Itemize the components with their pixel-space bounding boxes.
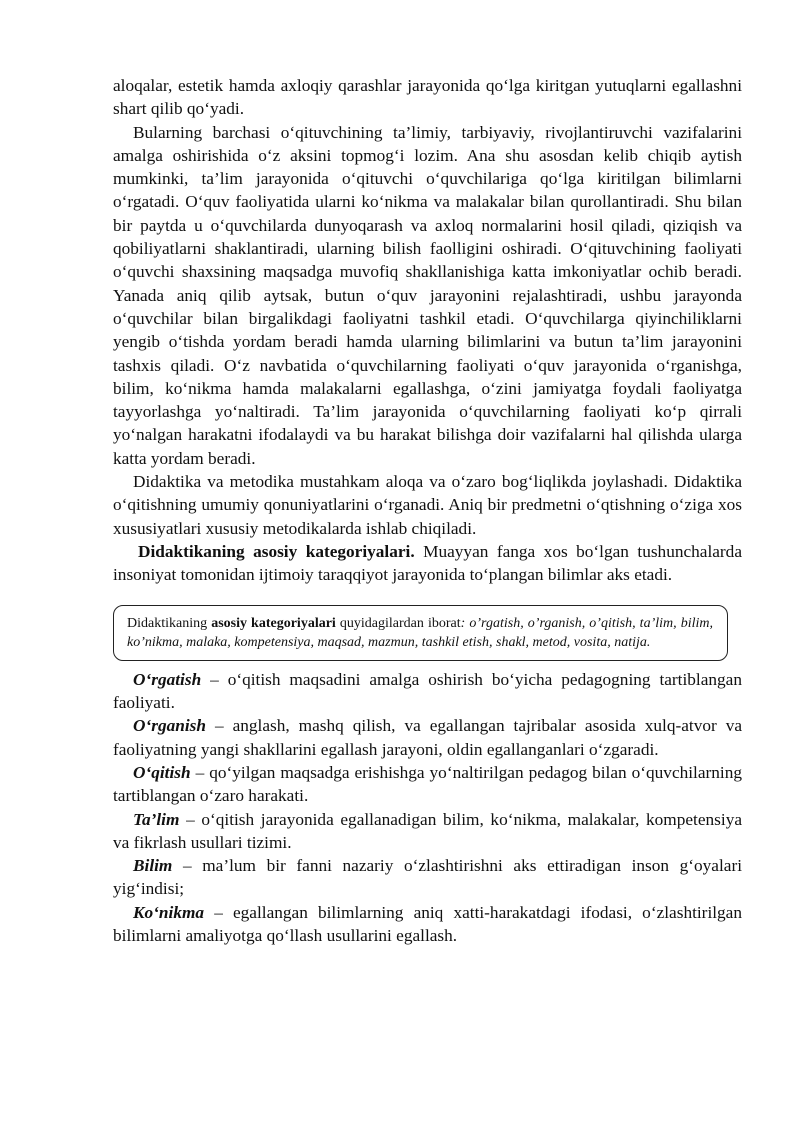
- definition-text: anglash, mashq qilish, va egallangan tajribalar asosida xulq-atvor va faoliyatning yangi shakllarini egallash jarayoni, oldin egallanganlari o‘zgaradi.: [113, 716, 743, 759]
- definition-separator: –: [206, 716, 233, 736]
- paragraph-didactics-methodology: Didaktika va metodika mustahkam aloqa va o‘zaro bog‘liqlikda joylashadi. Didaktika o‘qitishning umumiy qonuniyatlarini o‘rganadi. Aniq bir predmetni o‘qtishning o‘ziga xos xususiyatlari xususiy metodikalarda ishlab chiqiladi.: [113, 472, 742, 538]
- definition-text: o‘qitish maqsadini amalga oshirish bo‘yicha pedagogning tartiblangan faoliyati.: [113, 669, 742, 713]
- definition-organish: [113, 714, 742, 761]
- definition-term: Bilim: [133, 856, 173, 876]
- definition-text: egallangan bilimlarning aniq xatti-harakatdagi ifodasi, o‘zlashtirilgan bilimlarni amaliyotga qo‘llash usullarini egallash.: [113, 902, 742, 945]
- definition-separator: –: [190, 762, 210, 782]
- section-heading-categories: Didaktikaning asosiy kategoriyalari.: [138, 541, 415, 561]
- callout-lead: Didaktikaning: [127, 615, 212, 631]
- callout-bold-term: asosiy kategoriyalari: [211, 615, 336, 631]
- definition-text: qo‘yilgan maqsadga erishishga yo‘naltirilgan pedagog bilan o‘quvchilarning tartiblangan o‘zaro harakati.: [113, 762, 743, 806]
- definition-konikma: [113, 901, 742, 948]
- definition-term: O‘qitish: [133, 762, 191, 782]
- definition-term: O‘rgatish: [133, 669, 202, 689]
- definition-talim: [113, 808, 742, 855]
- definition-separator: –: [172, 856, 203, 876]
- paragraph-categories-intro: [113, 540, 742, 587]
- definition-orgatish: [113, 668, 742, 715]
- definition-separator: –: [179, 809, 202, 829]
- callout-category-list: : o’rgatish, o’rganish, o’qitish, ta’lim, bilim, ko’nikma, malaka, kompetensiya, maqsad, mazmun, tashkil etish, shakl, metod, vosita, natija.: [127, 615, 713, 651]
- definition-term: O‘rganish: [133, 716, 206, 736]
- definition-bilim: [113, 854, 742, 901]
- definition-term: Ta’lim: [133, 809, 180, 829]
- document-page: [113, 74, 742, 947]
- definition-term: Ko‘nikma: [133, 902, 205, 922]
- categories-callout-box: [113, 605, 728, 661]
- paragraph-teacher-tasks: Bularning barchasi o‘qituvchining ta’limiy, tarbiyaviy, rivojlantiruvchi vazifalarini amalga oshirishida o‘z aksini topmog‘i lozim. Ana shu asosdan kelib chiqib aytish mumkinki, ta’lim jarayonida o‘qituvchi o‘quvchilariga qo‘lga kiritilgan bilimlarni o‘rgatadi. O‘quv faoliyatida ularni ko‘nikma va malakalar bilan qurollantiradi. Shu bilan bir paytda u o‘quvchilarda dunyoqarash va axloq normalarini hosil qiladi, qiziqish va qobiliyatlarni shaklantiradi, ularning bilish faolligini oshiradi. O‘qituvchining faoliyati o‘quvchi shaxsining maqsadga muvofiq shakllanishiga katta imkoniyatlar ochib beradi. Yanada aniq qilib aytsak, butun o‘quv jarayonini rejalashtiradi, ushbu jarayonda o‘quvchilar bilan birgalikdagi faoliyatni tashkil etadi. O‘quvchilarga qiyinchiliklarni yengib o‘tishda yordam beradi hamda ularning bilimlarini va butun ta’lim jarayonini tashxis qiladi. O‘z navbatida o‘quvchilarning faoliyati o‘quv jarayonida o‘rganishga, bilim, ko‘nikma hamda malakalarni egallashga, o‘zini jamiyatga foydali faoliyatga tayyorlashga yo‘naltiradi. Ta’lim jarayonida o‘quvchilarning faoliyati ko‘p qirrali yo‘nalgan harakatni ifodalaydi va bu harakat bilishga doir vazifalarni hal qilishda ularga katta yordam beradi.: [113, 122, 742, 468]
- callout-mid: quyidagilardan iborat: [335, 615, 461, 631]
- definition-separator: –: [204, 902, 233, 922]
- definition-text: ma’lum bir fanni nazariy o‘zlashtirishni aks ettiradigan inson g‘oyalari yig‘indisi;: [113, 856, 742, 899]
- paragraph-continuation: aloqalar, estetik hamda axloqiy qarashlar jarayonida qo‘lga kiritgan yutuqlarni egallashni shart qilib qo‘yadi.: [113, 76, 742, 119]
- definition-text: o‘qitish jarayonida egallanadigan bilim, ko‘nikma, malakalar, kompetensiya va fikrlash usullari tizimi.: [113, 809, 742, 852]
- definition-oqitish: [113, 761, 742, 808]
- definition-separator: –: [201, 669, 228, 689]
- paragraph-categories-text: Muayyan fanga xos bo‘lgan tushunchalarda insoniyat tomonidan ijtimoiy taraqqiyot jarayonida to‘plangan bilimlar aks etadi.: [113, 541, 742, 585]
